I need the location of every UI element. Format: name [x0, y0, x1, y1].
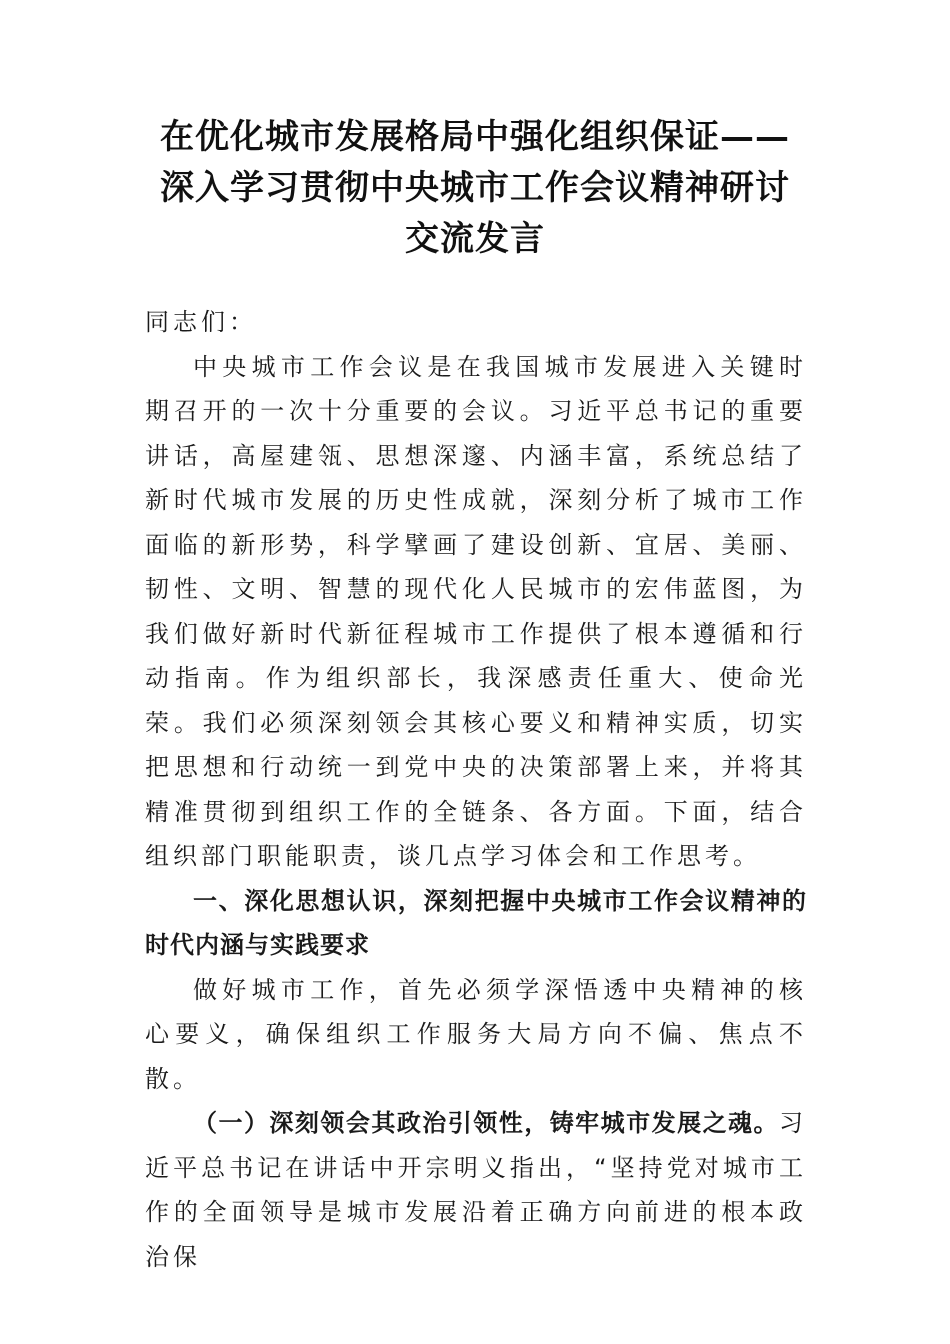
section-1-intro: 做好城市工作，首先必须学深悟透中央精神的核心要义，确保组织工作服务大局方向不偏、焦点不散。 [145, 975, 807, 1093]
intro-paragraph: 中央城市工作会议是在我国城市发展进入关键时期召开的一次十分重要的会议。习近平总书记的重要讲话，高屋建瓴、思想深邃、内涵丰富，系统总结了新时代城市发展的历史性成就，深刻分析了城市工作面临的新形势，科学擘画了建设创新、宜居、美丽、韧性、文明、智慧的现代化人民城市的宏伟蓝图，为我们做好新时代新征程城市工作提供了根本遵循和行动指南。作为组织部长，我深感责任重大、使命光荣。我们必须深刻领会其核心要义和精神实质，切实把思想和行动统一到党中央的决策部署上来，并将其精准贯彻到组织工作的全链条、各方面。下面，结合组织部门职能职责，谈几点学习体会和工作思考。 [145, 352, 807, 870]
title-line-2: 深入学习贯彻中央城市工作会议精神研讨 [160, 168, 790, 208]
document-body [145, 300, 807, 1279]
subsection-1-text: 习近平总书记在讲话中开宗明义指出，“坚持党对城市工作的全面领导是城市发展沿着正确方向前进的根本政治保 [145, 1109, 807, 1271]
subsection-1-paragraph [145, 1101, 807, 1279]
document-title [140, 112, 810, 265]
title-line-1: 在优化城市发展格局中强化组织保证—— [160, 117, 790, 157]
subsection-1-heading: （一）深刻领会其政治引领性，铸牢城市发展之魂。 [193, 1109, 779, 1137]
title-line-3: 交流发言 [405, 219, 545, 259]
section-1-heading: 一、深化思想认识，深刻把握中央城市工作会议精神的时代内涵与实践要求 [145, 886, 807, 959]
salutation: 同志们： [145, 308, 257, 336]
